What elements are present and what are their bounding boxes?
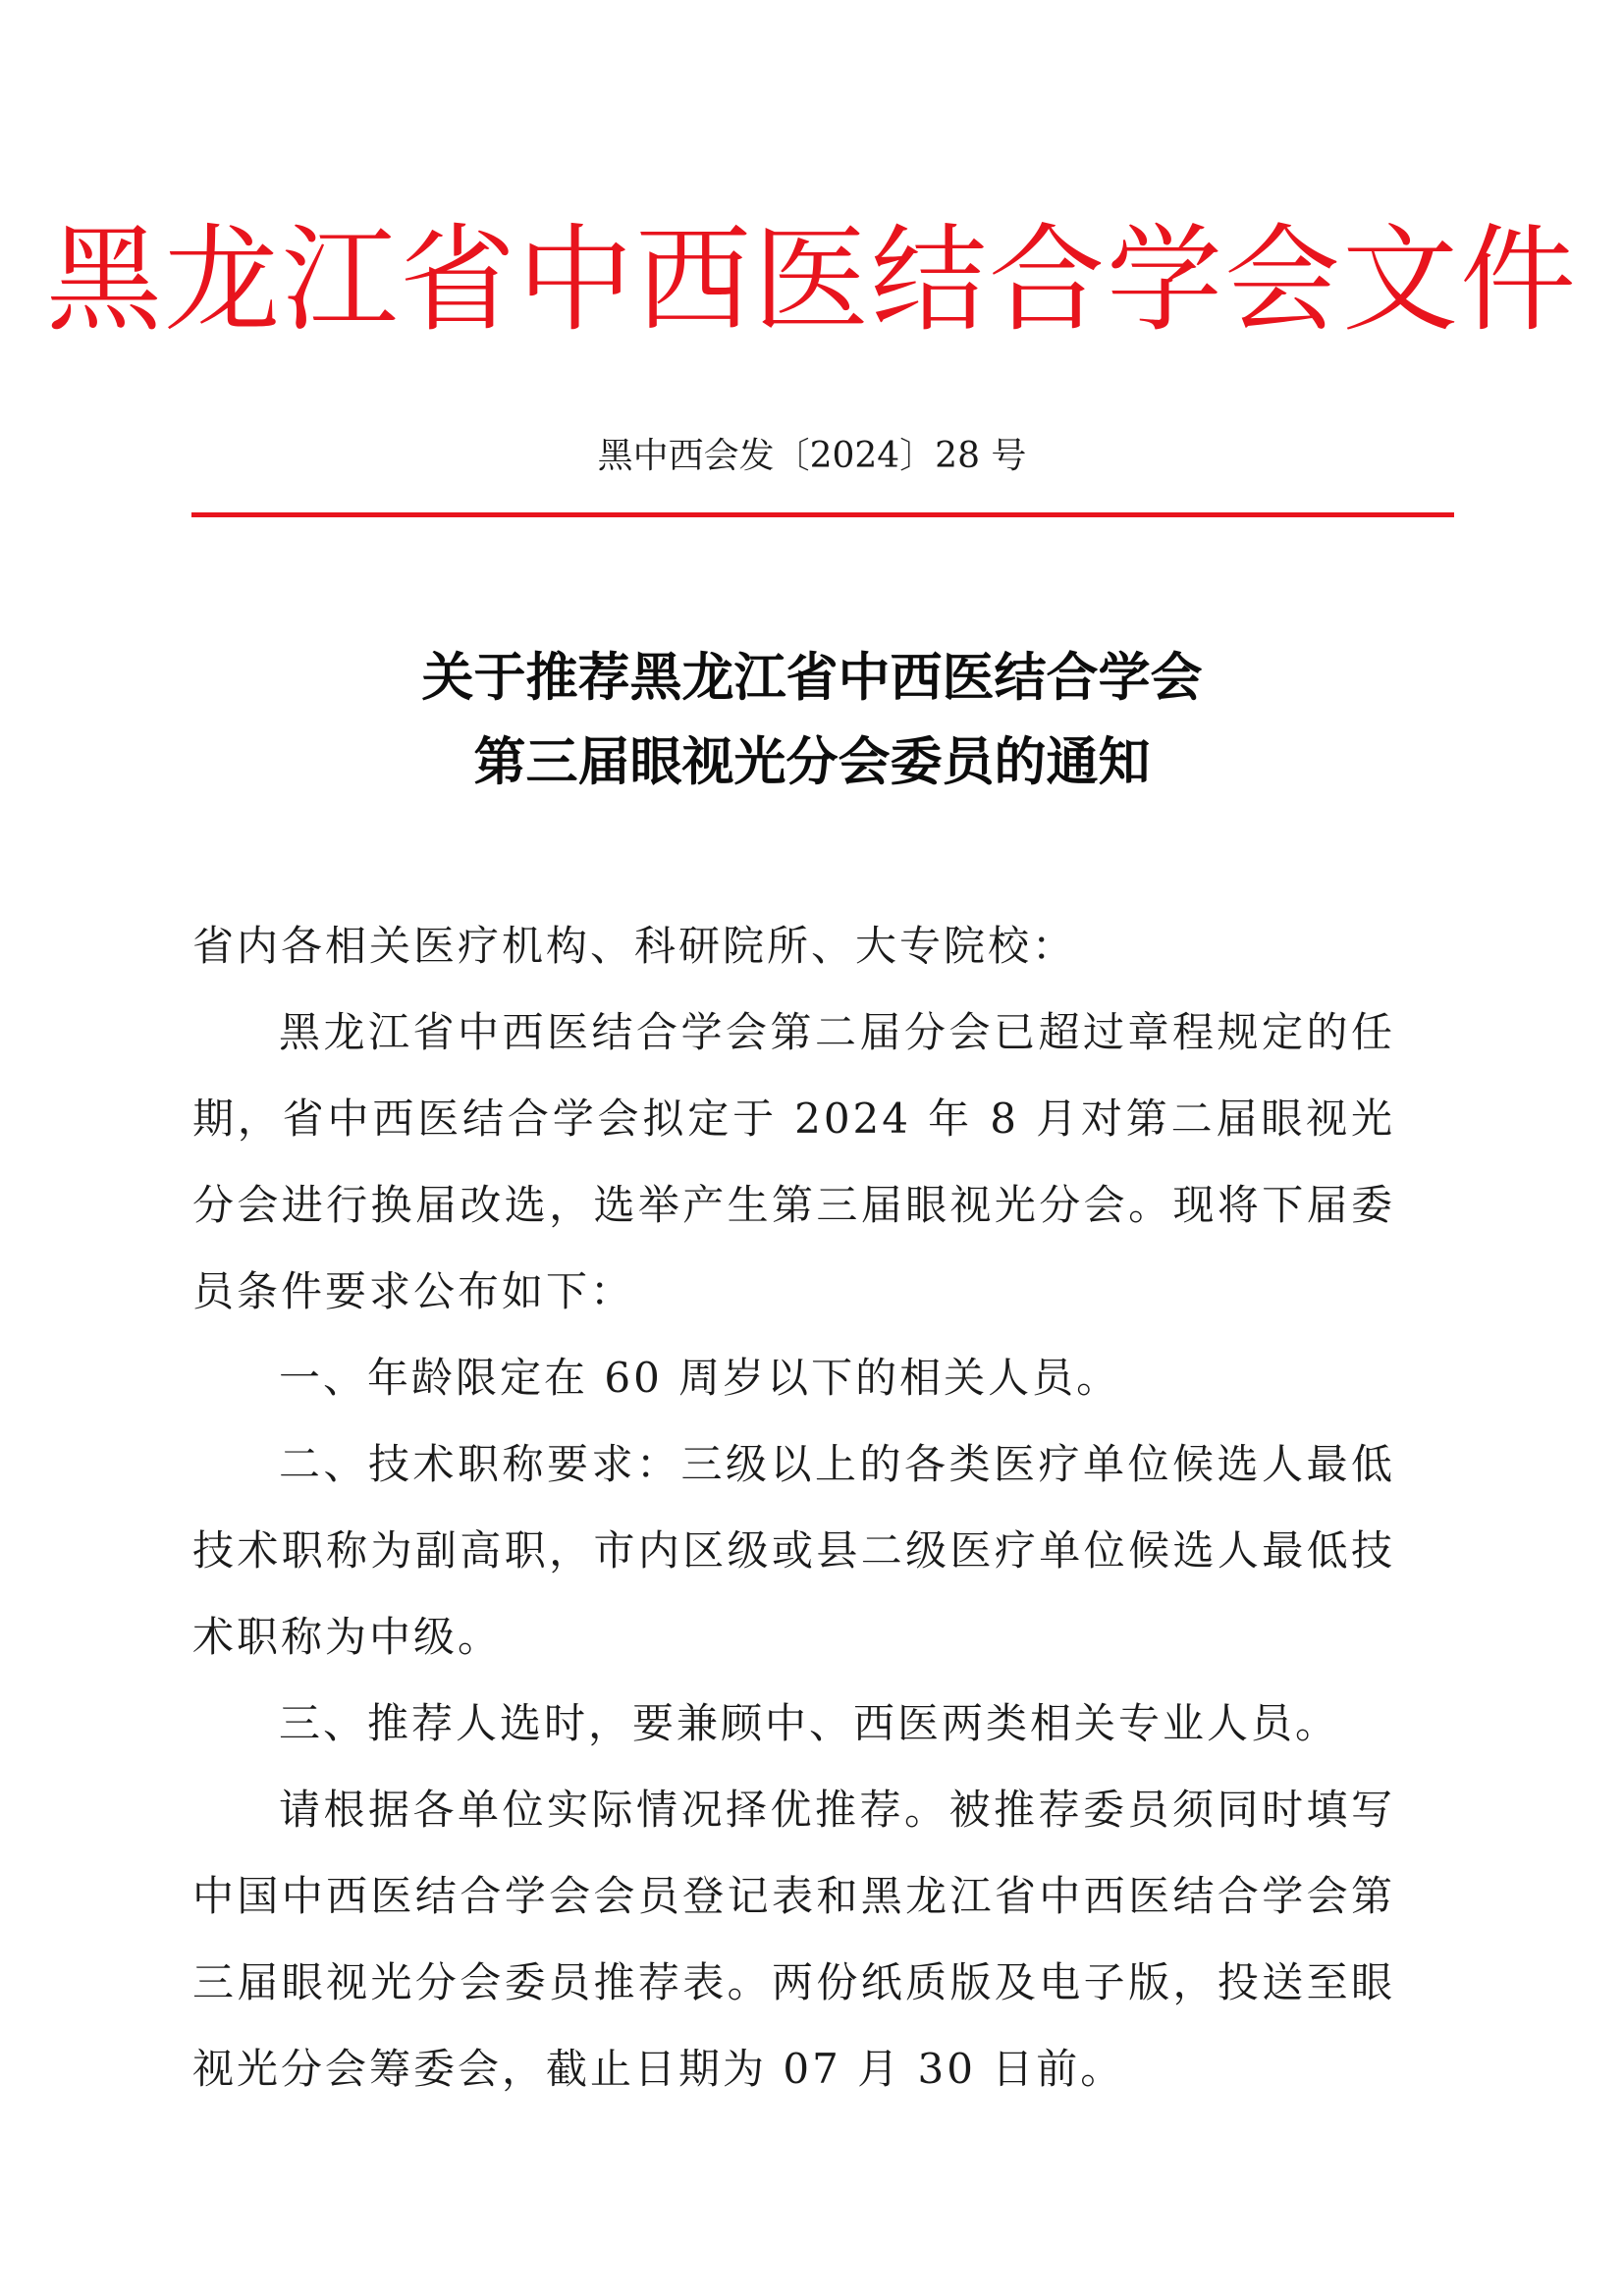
paragraph-submission: 请根据各单位实际情况择优推荐。被推荐委员须同时填写中国中西医结合学会会员登记表和黑龙江省中西医结合学会第三届眼视光分会委员推荐表。两份纸质版及电子版，投送至眼视光分会筹委会，截止日期为 07 月 30 日前。 — [192, 1786, 1395, 2093]
notice-title — [0, 636, 1624, 805]
notice-body — [192, 903, 1395, 2112]
requirement-item-3: 三、推荐人选时，要兼顾中、西医两类相关专业人员。 — [279, 1699, 1340, 1747]
requirement-item-1: 一、年龄限定在 60 周岁以下的相关人员。 — [279, 1354, 1121, 1402]
header-red-divider — [191, 512, 1454, 517]
notice-title-line-2: 第三届眼视光分会委员的通知 — [473, 732, 1151, 792]
salutation: 省内各相关医疗机构、科研院所、大专院校： — [192, 922, 1077, 970]
notice-title-line-1: 关于推荐黑龙江省中西医结合学会 — [421, 648, 1203, 708]
document-header-title: 黑龙江省中西医结合学会文件 — [45, 212, 1578, 347]
paragraph-intro: 黑龙江省中西医结合学会第二届分会已超过章程规定的任期，省中西医结合学会拟定于 2024 年 8 月对第二届眼视光分会进行换届改选，选举产生第三届眼视光分会。现将下届委员条件要求公布如下： — [192, 1008, 1395, 1315]
requirement-item-2: 二、技术职称要求：三级以上的各类医疗单位候选人最低技术职称为副高职，市内区级或县二级医疗单位候选人最低技术职称为中级。 — [192, 1440, 1395, 1661]
document-number: 黑中西会发〔2024〕28 号 — [597, 436, 1027, 476]
